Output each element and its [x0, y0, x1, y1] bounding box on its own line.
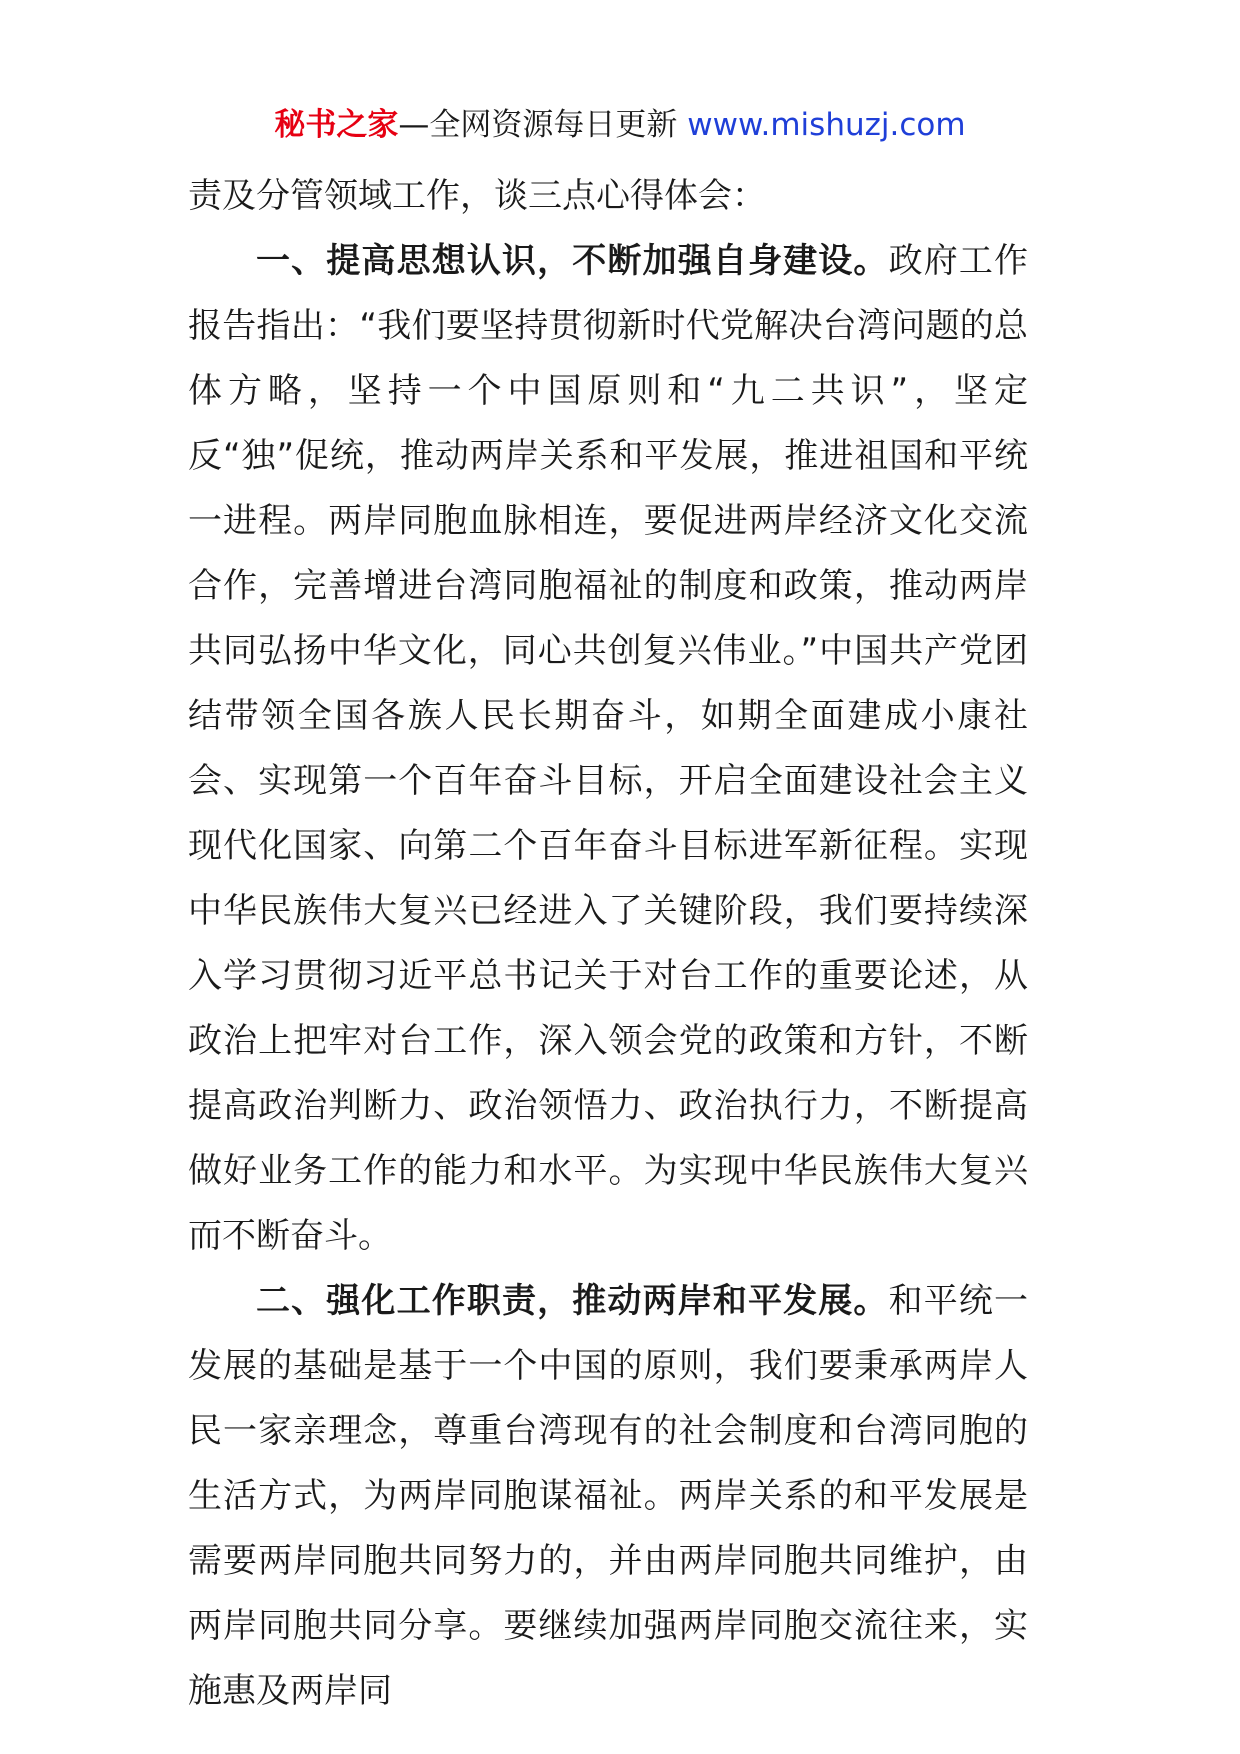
page-header [0, 100, 1240, 150]
header-tagline: —全网资源每日更新 [398, 107, 678, 143]
paragraph-continuation [188, 164, 1028, 229]
paragraph-section-two [188, 1269, 1028, 1724]
document-body [188, 164, 1028, 1724]
paragraph-text: 责及分管领域工作，谈三点心得体会： [188, 176, 766, 216]
paragraph-text: 政府工作报告指出：“我们要坚持贯彻新时代党解决台湾问题的总体方略，坚持一个中国原则和“九二共识”，坚定反“独”促统，推动两岸关系和平发展，推进祖国和平统一进程。两岸同胞血脉相连，要促进两岸经济文化交流合作，完善增进台湾同胞福祉的制度和政策，推动两岸共同弘扬中华文化，同心共创复兴伟业。”中国共产党团结带领全国各族人民长期奋斗，如期全面建成小康社会、实现第一个百年奋斗目标，开启全面建设社会主义现代化国家、向第二个百年奋斗目标进军新征程。实现中华民族伟大复兴已经进入了关键阶段，我们要持续深入学习贯彻习近平总书记关于对台工作的重要论述，从政治上把牢对台工作，深入领会党的政策和方针，不断提高政治判断力、政治领悟力、政治执行力，不断提高做好业务工作的能力和水平。为实现中华民族伟大复兴而不断奋斗。 [188, 241, 1029, 1256]
website-link[interactable]: www.mishuzj.com [687, 107, 966, 143]
paragraph-section-one [188, 229, 1028, 1269]
section-heading: 一、提高思想认识，不断加强自身建设。 [256, 241, 889, 281]
section-heading: 二、强化工作职责，推动两岸和平发展。 [256, 1281, 889, 1321]
paragraph-text: 和平统一发展的基础是基于一个中国的原则，我们要秉承两岸人民一家亲理念，尊重台湾现有的社会制度和台湾同胞的生活方式，为两岸同胞谋福祉。两岸关系的和平发展是需要两岸同胞共同努力的，并由两岸同胞共同维护，由两岸同胞共同分享。要继续加强两岸同胞交流往来，实施惠及两岸同 [188, 1281, 1029, 1711]
brand-name: 秘书之家 [274, 107, 399, 143]
